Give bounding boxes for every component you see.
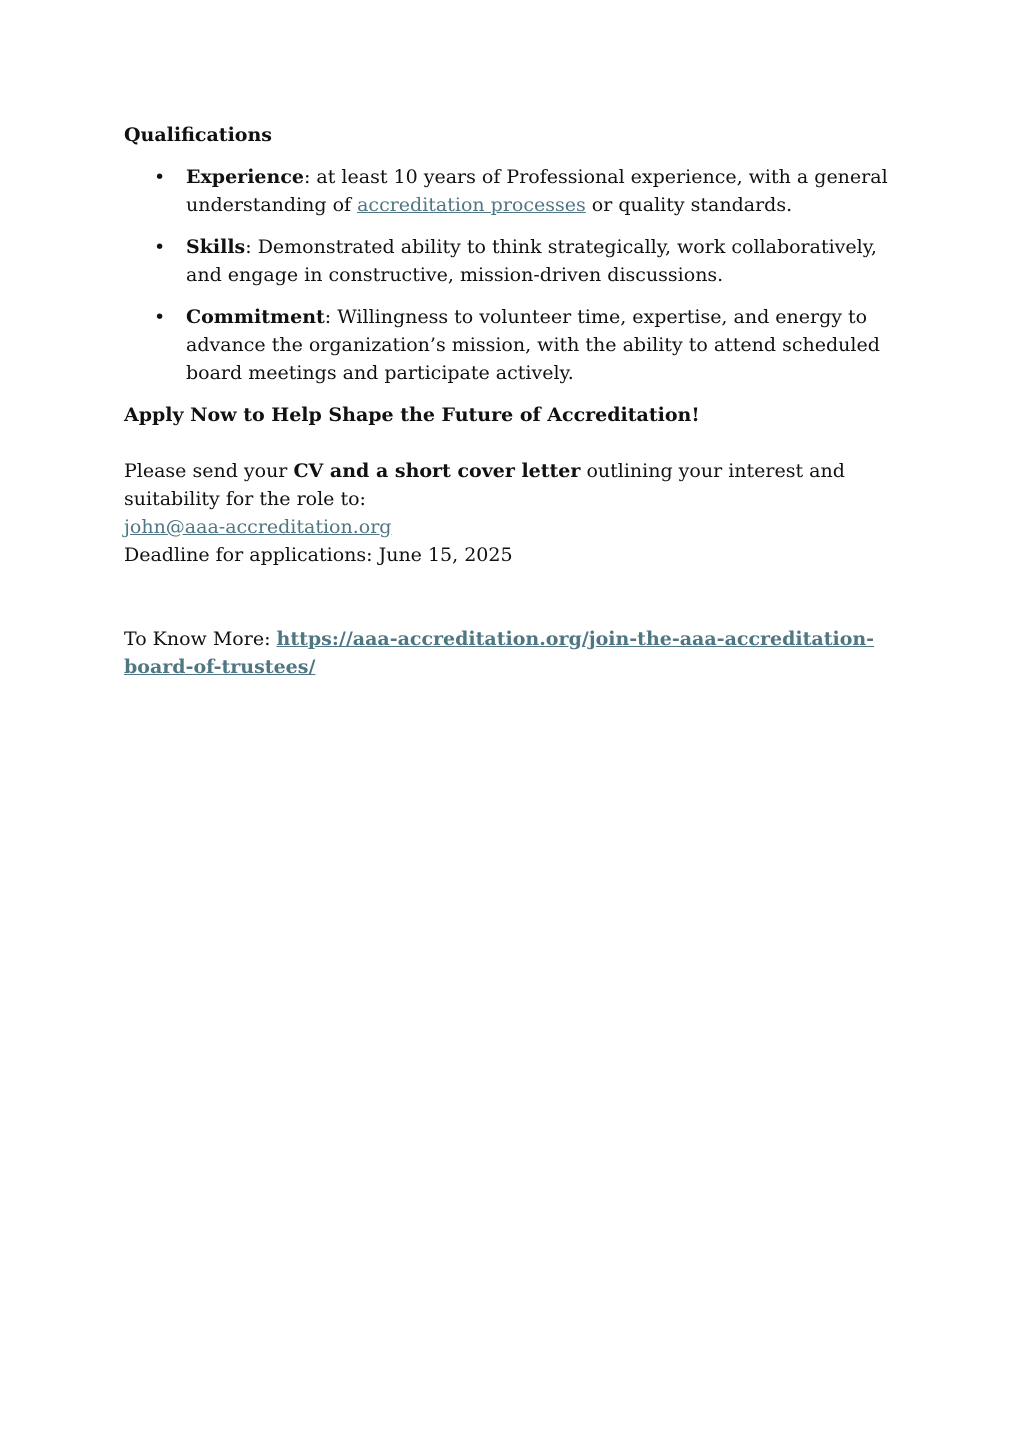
apply-intro-text: Please send your	[124, 460, 294, 482]
apply-intro-bold: CV and a short cover letter	[293, 460, 581, 482]
list-item-skills	[124, 233, 904, 289]
bullet-icon: •	[154, 166, 166, 188]
list-item-commitment	[124, 303, 904, 387]
know-more-link[interactable]: https://aaa-accreditation.org/join-the-aaa-accreditation-board-of-trustees/	[124, 628, 875, 678]
apply-instructions	[124, 457, 904, 513]
list-item-experience	[124, 163, 904, 219]
skills-term: Skills	[186, 236, 246, 258]
deadline-text: Deadline for applications: June 15, 2025	[124, 544, 513, 566]
experience-text-end: or quality standards.	[585, 194, 793, 216]
know-more-label: To Know More:	[124, 628, 277, 650]
commitment-term: Commitment	[186, 306, 325, 328]
commitment-text: : Willingness to volunteer time, expertise, and energy to advance the organization’s mission, with the ability to attend scheduled board meetings and participate actively.	[186, 306, 880, 384]
skills-text: : Demonstrated ability to think strategically, work collaboratively, and engage in constructive, mission-driven discussions.	[186, 236, 877, 286]
apply-heading: Apply Now to Help Shape the Future of Accreditation!	[124, 404, 700, 426]
bullet-icon: •	[154, 236, 166, 258]
know-more-line	[124, 625, 904, 681]
spacer	[124, 569, 904, 625]
email-link[interactable]: john@aaa-accreditation.org	[124, 516, 392, 538]
bullet-icon: •	[154, 306, 166, 328]
accreditation-processes-link[interactable]: accreditation processes	[357, 194, 586, 216]
qualifications-list	[124, 163, 904, 387]
experience-term: Experience	[186, 166, 304, 188]
apply-intro-end: outlining your interest and suitability for the role to:	[124, 460, 845, 510]
document-page	[124, 121, 904, 681]
experience-text: : at least 10 years of Professional experience, with a general understanding of	[186, 166, 888, 216]
qualifications-heading: Qualifications	[124, 124, 272, 146]
